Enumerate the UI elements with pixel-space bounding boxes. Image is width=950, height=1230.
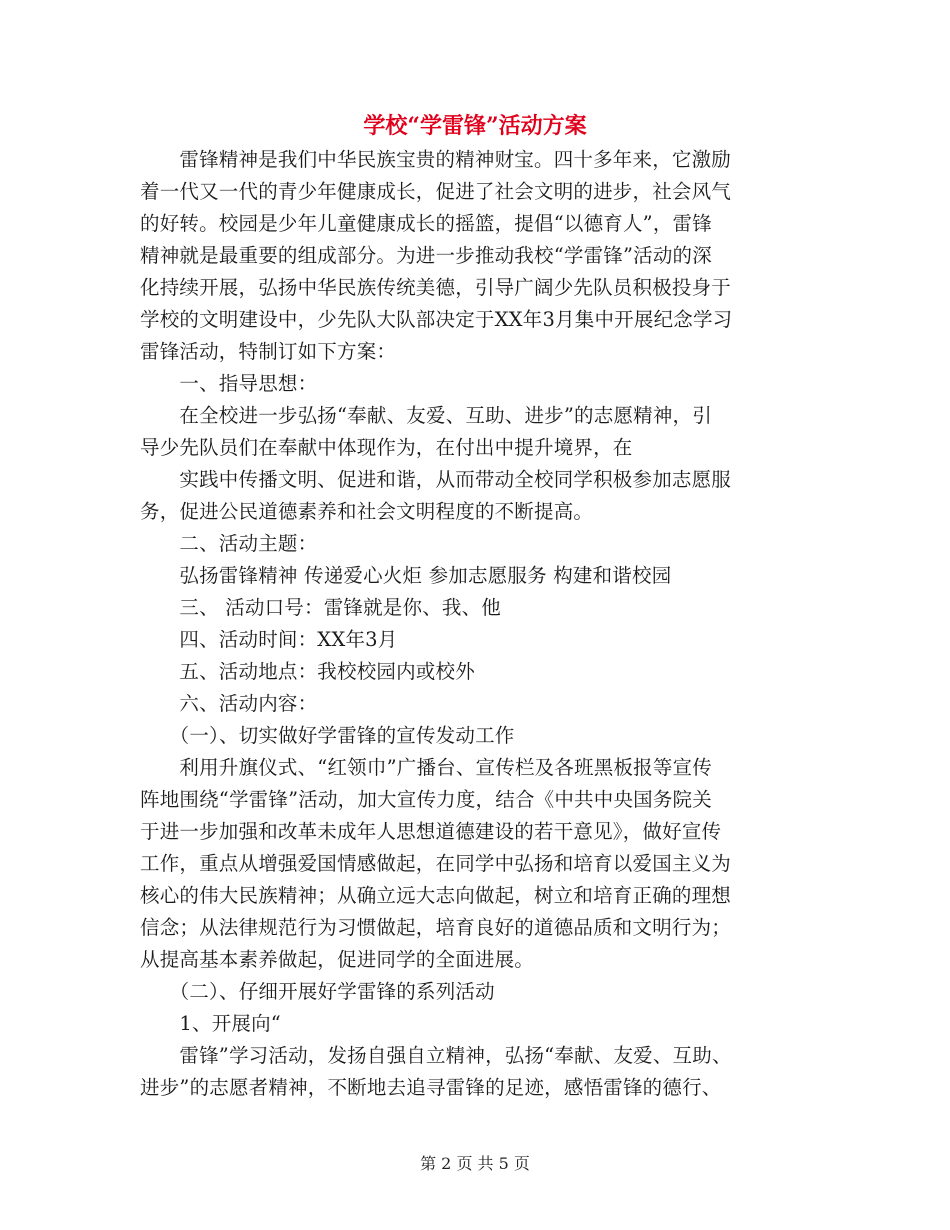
paragraph-line: 实践中传播文明、促进和谐，从而带动全校同学积极参加志愿服 (140, 468, 732, 491)
paragraph-line: 化持续开展，弘扬中华民族传统美德，引导广阔少先队员积极投身于 (140, 276, 732, 299)
paragraph-line: 雷锋”学习活动，发扬自强自立精神，弘扬“奉献、友爱、互助、 (140, 1044, 732, 1067)
section-heading: 五、活动地点：我校校园内或校外 (140, 660, 475, 683)
paragraph-line: 工作，重点从增强爱国情感做起，在同学中弘扬和培育以爱国主义为 (140, 852, 732, 875)
section-heading: 三、 活动口号：雷锋就是你、我、他 (140, 596, 501, 619)
paragraph-line: 从提高基本素养做起，促进同学的全面进展。 (140, 948, 535, 971)
paragraph-line: 务，促进公民道德素养和社会文明程度的不断提高。 (140, 500, 594, 523)
paragraph-line: 进步”的志愿者精神，不断地去追寻雷锋的足迹，感悟雷锋的德行、 (140, 1076, 722, 1099)
paragraph-line: 于进一步加强和改革未成年人思想道德建设的若干意见》，做好宣传 (140, 820, 722, 843)
paragraph-line: 利用升旗仪式、“红领巾”广播台、宣传栏及各班黑板报等宣传 (140, 756, 712, 779)
subsection-heading: （二）、仔细开展好学雷锋的系列活动 (140, 980, 495, 1003)
page-number-footer: 第 2 页 共 5 页 (420, 1154, 530, 1173)
section-heading: 二、活动主题： (140, 532, 318, 555)
section-heading: 一、指导思想： (140, 372, 318, 395)
paragraph-line: 1、开展向“ (140, 1012, 281, 1035)
paragraph-line: 弘扬雷锋精神 传递爱心火炬 参加志愿服务 构建和谐校园 (140, 564, 672, 587)
section-heading: 六、活动内容： (140, 692, 318, 715)
paragraph-line: 着一代又一代的青少年健康成长，促进了社会文明的进步，社会风气 (140, 180, 732, 203)
paragraph-line: 信念；从法律规范行为习惯做起，培育良好的道德品质和文明行为； (140, 916, 732, 939)
paragraph-line: 在全校进一步弘扬“奉献、友爱、互助、进步”的志愿精神，引 (140, 404, 712, 427)
subsection-heading: （一）、切实做好学雷锋的宣传发动工作 (140, 724, 515, 747)
paragraph-line: 雷锋精神是我们中华民族宝贵的精神财宝。四十多年来，它激励 (140, 148, 732, 171)
paragraph-line: 核心的伟大民族精神；从确立远大志向做起，树立和培育正确的理想 (140, 884, 732, 907)
paragraph-line: 的好转。校园是少年儿童健康成长的摇篮，提倡“以德育人”，雷锋 (140, 212, 712, 235)
paragraph-line: 学校的文明建设中，少先队大队部决定于XX年3月集中开展纪念学习 (140, 308, 733, 331)
section-heading: 四、活动时间：XX年3月 (140, 628, 398, 651)
paragraph-line: 精神就是最重要的组成部分。为进一步推动我校“学雷锋”活动的深 (140, 244, 712, 267)
paragraph-line: 导少先队员们在奉献中体现作为，在付出中提升境界，在 (140, 436, 633, 459)
paragraph-line: 雷锋活动，特制订如下方案： (140, 340, 397, 363)
paragraph-line: 阵地围绕“学雷锋”活动，加大宣传力度，结合《中共中央国务院关 (140, 788, 712, 811)
document-title: 学校“学雷锋”活动方案 (363, 113, 587, 139)
